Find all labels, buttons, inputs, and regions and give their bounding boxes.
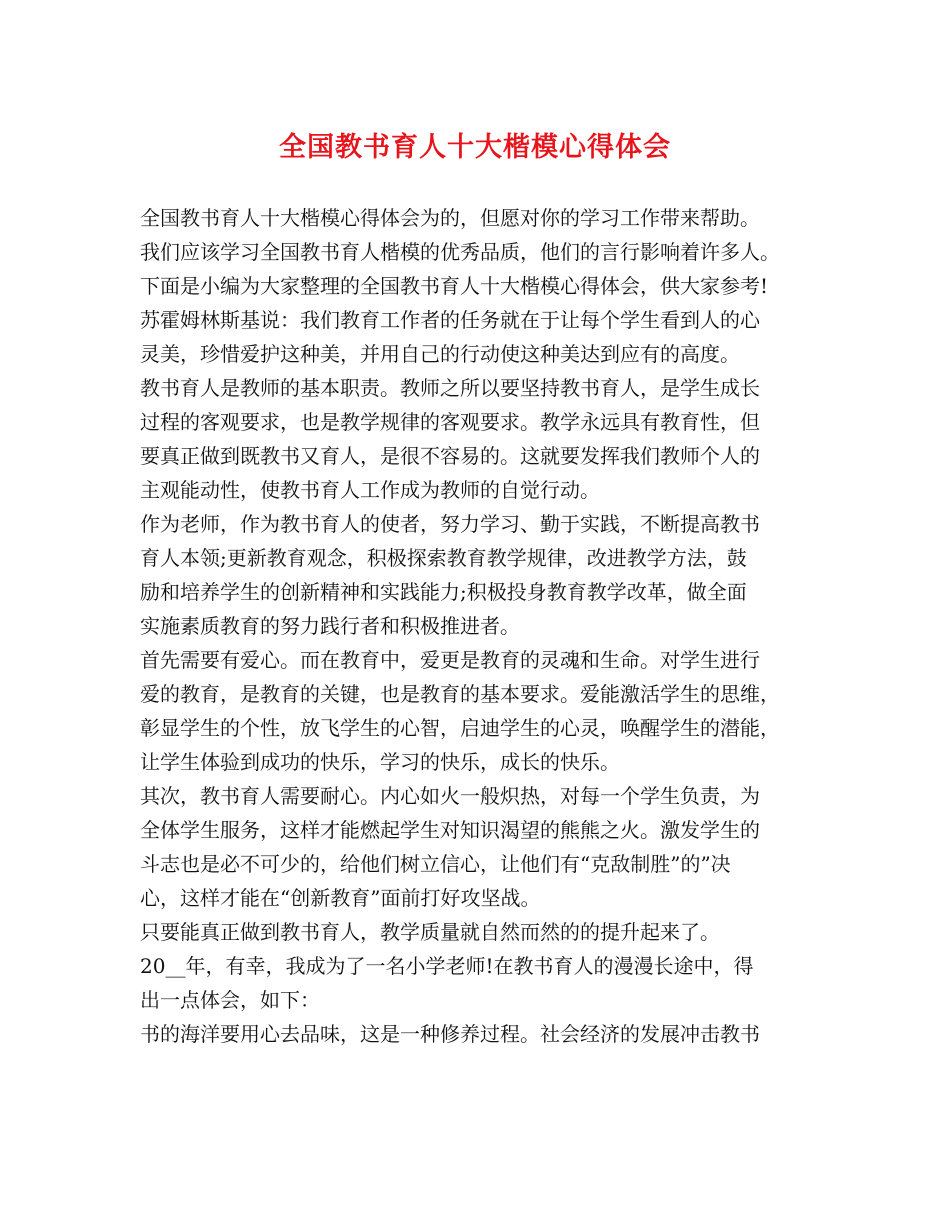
text-line: 苏霍姆林斯基说：我们教育工作者的任务就在于让每个学生看到人的心 bbox=[140, 308, 760, 332]
text-line: 彰显学生的个性，放飞学生的心智，启迪学生的心灵，唤醒学生的潜能， bbox=[140, 716, 780, 740]
text-line: 其次，教书育人需要耐心。内心如火一般炽热，对每一个学生负责，为 bbox=[140, 784, 760, 808]
text-line: 教书育人是教师的基本职责。教师之所以要坚持教书育人，是学生成长 bbox=[140, 376, 760, 400]
text-line: 全体学生服务，这样才能燃起学生对知识渴望的熊熊之火。激发学生的 bbox=[140, 818, 760, 842]
text-line: 我们应该学习全国教书育人楷模的优秀品质，他们的言行影响着许多人。 bbox=[140, 240, 780, 264]
text-line: 首先需要有爱心。而在教育中，爱更是教育的灵魂和生命。对学生进行 bbox=[140, 648, 760, 672]
text-line: 出一点体会，如下： bbox=[140, 988, 320, 1012]
text-line: 斗志也是必不可少的，给他们树立信心，让他们有“克敌制胜”的”决 bbox=[140, 852, 731, 876]
text-line: 灵美，珍惜爱护这种美，并用自己的行动使这种美达到应有的高度。 bbox=[140, 342, 740, 366]
text-line: 只要能真正做到教书育人，教学质量就自然而然的的提升起来了。 bbox=[140, 920, 720, 944]
text-line: 心，这样才能在“创新教育”面前打好攻坚战。 bbox=[140, 886, 541, 910]
text-line: 20__年，有幸，我成为了一名小学老师!在教书育人的漫漫长途中，得 bbox=[140, 954, 754, 978]
text-line: 励和培养学生的创新精神和实践能力;积极投身教育教学改革，做全面 bbox=[140, 580, 747, 604]
text-line: 爱的教育，是教育的关键，也是教育的基本要求。爱能激活学生的思维， bbox=[140, 682, 780, 706]
text-line: 主观能动性，使教书育人工作成为教师的自觉行动。 bbox=[140, 478, 600, 502]
document-body bbox=[140, 201, 830, 1051]
document-title: 全国教书育人十大楷模心得体会 bbox=[279, 132, 671, 163]
text-line: 要真正做到既教书又育人，是很不容易的。这就要发挥我们教师个人的 bbox=[140, 444, 760, 468]
text-line: 让学生体验到成功的快乐，学习的快乐，成长的快乐。 bbox=[140, 750, 620, 774]
text-line: 作为老师，作为教书育人的使者，努力学习、勤于实践，不断提高教书 bbox=[140, 512, 760, 536]
text-line: 实施素质教育的努力践行者和积极推进者。 bbox=[140, 614, 520, 638]
text-line: 下面是小编为大家整理的全国教书育人十大楷模心得体会，供大家参考! bbox=[140, 274, 769, 298]
text-line: 育人本领;更新教育观念，积极探索教育教学规律，改进教学方法，鼓 bbox=[140, 546, 747, 570]
text-line: 过程的客观要求，也是教学规律的客观要求。教学永远具有教育性，但 bbox=[140, 410, 760, 434]
text-line: 书的海洋要用心去品味，这是一种修养过程。社会经济的发展冲击教书 bbox=[140, 1022, 760, 1046]
text-line: 全国教书育人十大楷模心得体会为的，但愿对你的学习工作带来帮助。 bbox=[140, 206, 760, 230]
